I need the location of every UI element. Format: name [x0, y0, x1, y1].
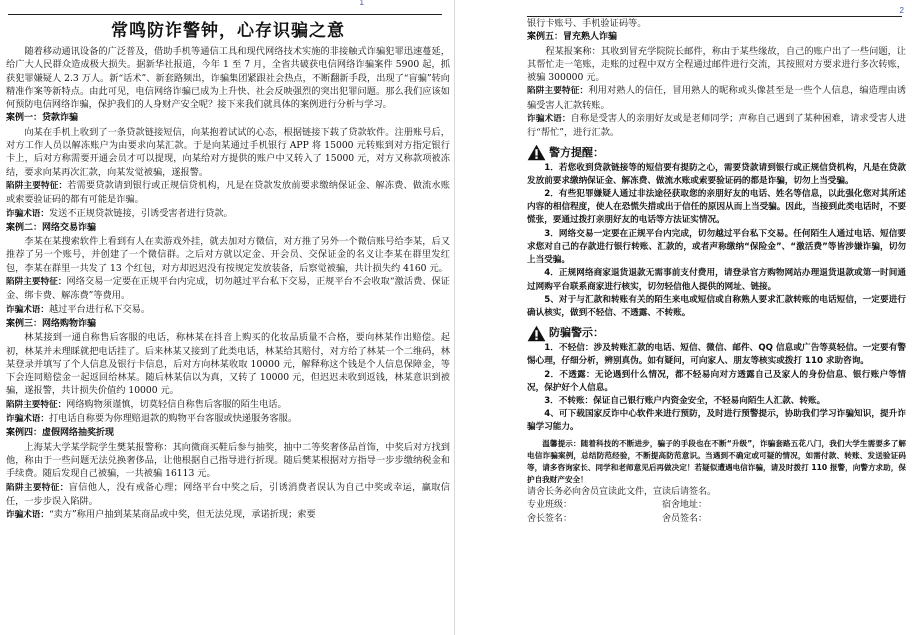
prevention-item: 3．不转账：保证自己银行账户内资金安全，不轻易向陌生人汇款、转账。 [544, 395, 826, 406]
page-number: 1 [359, 0, 364, 7]
case-body: 李某在某搜索软件上看到有人在卖游戏外挂，就去加对方微信，对方推了另外一个微信账号给李某，后又推荐了另一个账号，并创建了一个微信群。之后对方就以定金、开会员、交保证金的名义让李某在群里发红包，李某在群里一共发了 13 个红包，对方却迟迟没有按规定发放装备，后察觉被骗，共计损失约 4160 元。 [6, 236, 450, 274]
case-method: 诈骗术语：发送不正规贷款链接，引诱受害者进行贷款。 [6, 207, 233, 219]
page-number: 2 [899, 6, 904, 15]
prevention-item: 1．不轻信：涉及转账汇款的电话、短信、微信、邮件、QQ 信息或广告等莫轻信。一定要有警惕心理，仔细分析，辨别真伪。如有疑问，可向家人、朋友等核实或拨打 110 求助咨询。 [527, 343, 906, 367]
case-block [6, 318, 450, 426]
signature-section [527, 486, 906, 527]
prevention-heading: 防骗警示： [527, 324, 906, 342]
case-feature: 陷阱主要特征：网络购物须谨慎，切莫轻信自称售后客服的陌生电话。 [6, 398, 287, 410]
page-1 [0, 0, 455, 635]
member-sign-label: 舍员签名： [662, 513, 708, 524]
case-feature: 陷阱主要特征：盲信他人，没有戒备心理；网络平台中奖之后，引诱消费者误认为自己中奖或幸运，赢取信任，一步步误入陷阱。 [6, 481, 450, 507]
case-heading: 案例四：虚假网络抽奖折现 [6, 428, 115, 439]
reminder-item: 5、对于与汇款和转账有关的陌生来电或短信或自称熟人要求汇款转账的电话短信，一定要进行确认核实，做到不轻信、不透露、不转账。 [527, 294, 906, 318]
reminder-item: 4．正规网络商家退货退款无需事前支付费用，请登录官方购物网站办理退货退款或第一时间通过网购平台联系商家进行核实，切勿轻信他人提供的网址、链接。 [527, 268, 906, 292]
intro-paragraph: 随着移动通讯设备的广泛普及，借助手机等通信工具和现代网络技术实施的非接触式诈骗犯罪迅速蔓延，给广大人民群众造成极大损失。据新华社报道，今年 1 至 7 月，全省共破获电信网络诈骗案件 5900 起，抓获犯罪嫌疑人 2.3 万人。新“话术”、新套路频出，诈骗集团紧跟社会热点，不断翻新手段，出现了“盲骗”转向精准作案等新特点。由此可见，电信网络诈骗已成为上升快、社会反映强烈的突出犯罪问题。那么我们应该如何预防电信网络诈骗，保护我们的人身财产安全呢？接下来我们就具体的案例进行分析与学习。 [6, 46, 450, 111]
case-heading: 案例五：冒充熟人诈骗 [527, 32, 618, 43]
case-body: 向某在手机上收到了一条贷款链接短信，向某抱着试试的心态，根据链接下载了贷款软件。注册账号后，对方工作人员以解冻账户为由要求向某汇款。于是向某通过手机银行 APP 将 15000 元转账到对方指定银行卡上，后对方称需要开通会员才可以提现，向某给对方提供的账户中又转入了 15000 元，对方又称款项被冻结，要求向某再次汇款，向某发觉被骗，遂报警。 [6, 126, 450, 178]
page-2 [457, 0, 912, 635]
major-class-label: 专业班级： [527, 500, 573, 511]
continued-text: 银行卡账号、手机验证码等。 [527, 18, 647, 29]
case-body: 林某接到一通自称售后客服的电话，称林某在抖音上购买的化妆品质量不合格，要向林某作出赔偿。起初，林某并未理睬就把电话挂了。后来林某又接到了此类电话，林某给其赔付，对方给了林某一个二维码，林某登录并填写了个人信息及银行卡信息，后对方向林某收取 10000 元，解释称这个钱是个人信息保障金，等下会连同赔偿金一起返回给林某。随后林某信以为真，又转了 10000 元，但迟迟未收到返钱，林某意识到被骗，遂报警，共计损失价值约 10000 元。 [6, 332, 450, 397]
police-reminder-heading: 警方提醒： [527, 144, 906, 162]
case-feature: 陷阱主要特征：若需要贷款请到银行或正规信贷机构，凡是在贷款发放前要求缴纳保证金、解冻费、做流水账或索要验证码的都有可能是诈骗。 [6, 179, 450, 206]
case-heading: 案例三：网络购物诈骗 [6, 318, 97, 329]
case-block [527, 31, 906, 139]
case-feature: 陷阱主要特征：利用对熟人的信任，冒用熟人的昵称或头像甚至是一些个人信息，编造理由诱骗受害人汇款转账。 [527, 85, 906, 111]
case-body: 程某报案称：其收到冒充学院院长邮件，称由于某些缘故，自己的账户出了一些问题，让其帮忙走一笔账，走账的过程中双方全程通过邮件进行交流，其按照对方要求进行多次转账，被骗 300000 元。 [527, 45, 906, 84]
case-block [6, 112, 450, 220]
case-body: 上海某大学某学院学生樊某报警称：其向微商买鞋后参与抽奖，抽中二等奖奢侈品首饰，中奖后对方找到他，称由于一些问题无法兑换奢侈品，让他根据自己指导进行折现。随后樊某根据对方指导一步步缴纳税金和手续费。随后发现自己被骗，一共被骗 16113 元。 [6, 441, 450, 480]
closing-note: 温馨提示：随着科技的不断进步，骗子的手段也在不断“升级”，诈骗套路五花八门，我们大学生需要多了解电信诈骗案例，总结防范经验，不断提高防范意识。当遇到不确定或可疑的情况，如需付款、转账、发送验证码等，请多咨询家长、同学和老师意见后再做决定！若疑似遭遇电信诈骗，请及时拨打 110 报警，向警方求助，保护自我财产安全！ [527, 438, 906, 484]
reminder-item: 1．若您收到贷款链接等的短信要有提防之心，需要贷款请到银行或正规信贷机构，凡是在贷款发放前要求缴纳保证金、解冻费、做流水账或索要验证码的都是诈骗，切勿上当受骗。 [527, 162, 906, 186]
document-title: 常鸣防诈警钟，心存识骗之意 [111, 21, 345, 41]
case-block [6, 222, 450, 317]
prevention-item: 2．不透露：无论遇到什么情况，都不轻易向对方透露自己及家人的身份信息、银行账户等情况，保护好个人信息。 [527, 369, 906, 393]
case-heading: 案例一：贷款诈骗 [6, 113, 79, 124]
prevention-item: 4、可下载国家反诈中心软件来进行预防，及时进行预警提示，协助我们学习诈骗知识，提升诈骗学习能力。 [527, 409, 906, 433]
case-method: 诈骗术语：“卖方”称用户抽到某某商品或中奖，但无法兑现，承诺折现；索要 [6, 509, 316, 521]
warning-triangle-icon [527, 144, 546, 161]
case-feature: 陷阱主要特征：网络交易一定要在正规平台内完成，切勿越过平台私下交易，正规平台不会收取“激活费、保证金、绑卡费、解冻费”等费用。 [6, 276, 450, 302]
signature-note: 请舍长务必向舍员宣读此文件，宣读后请签名。 [527, 486, 717, 497]
leader-sign-label: 舍长签名： [527, 513, 573, 524]
dorm-address-label: 宿舍地址： [662, 500, 708, 511]
header-rule [8, 14, 442, 15]
warning-triangle-icon [527, 325, 546, 342]
case-heading: 案例二：网络交易诈骗 [6, 222, 97, 233]
case-method: 诈骗术语：打电话自称要为你理赔退款的购物平台客服或快递服务客服。 [6, 413, 298, 425]
reminder-item: 3．网络交易一定要在正规平台内完成，切勿越过平台私下交易。任何陌生人通过电话、短信要求您对自己的存款进行银行转账、汇款的，或者声称缴纳“保险金”、“激活费”等皆涉嫌诈骗，切勿上当受骗。 [527, 228, 906, 266]
case-method: 诈骗术语：自称是受害人的亲朋好友或是老师同学；声称自己遇到了某种困难，请求受害人进行“帮忙”，进行汇款。 [527, 113, 906, 139]
case-method: 诈骗术语：越过平台进行私下交易。 [6, 303, 151, 315]
case-block [6, 427, 450, 522]
reminder-item: 2．有些犯罪嫌疑人通过非法途径获取您的亲朋好友的电话、姓名等信息，以此强化您对其所述内容的相信程度，使人在恐慌失措或出于信任的原因从而上当受骗。因此，当接到此类电话时，不要慌张，要通过拨打亲朋好友的电话等方法证实情况。 [527, 189, 906, 226]
